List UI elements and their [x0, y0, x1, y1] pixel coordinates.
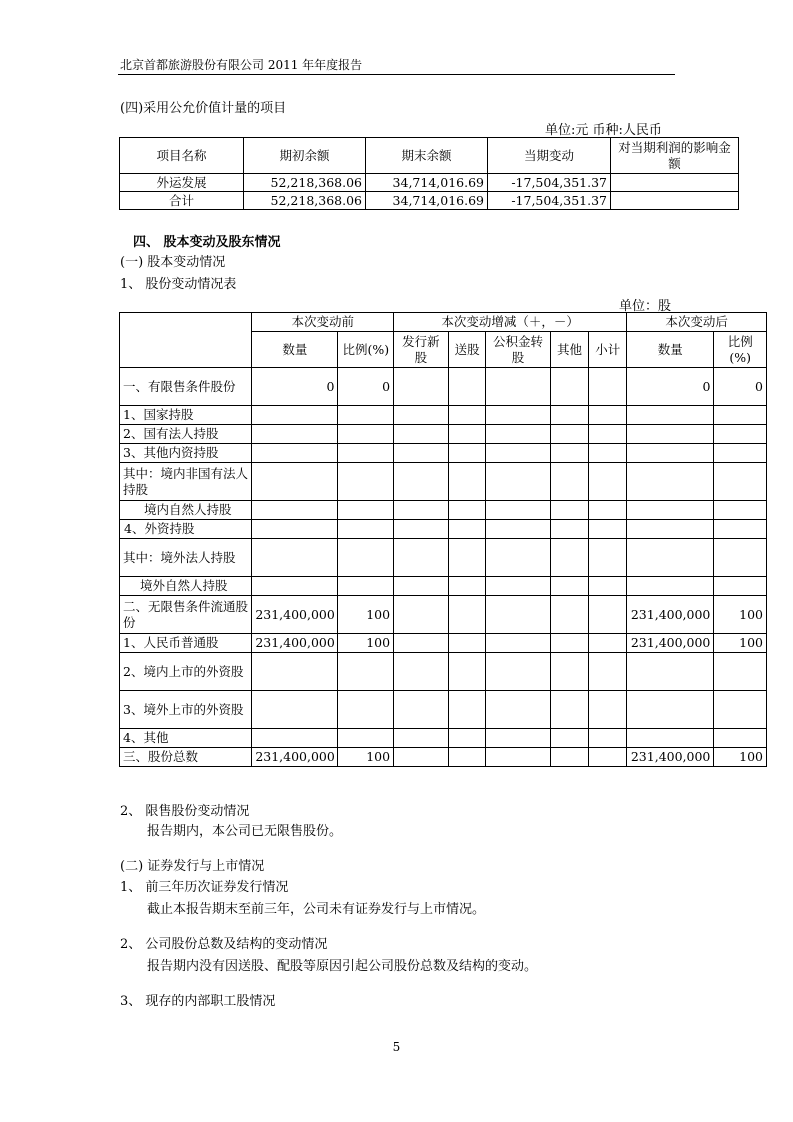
sub-header: 数量: [627, 332, 714, 368]
table-cell: [448, 463, 486, 501]
table-cell: [486, 406, 550, 425]
table-row: [120, 653, 767, 691]
table-cell: [338, 729, 394, 748]
table-cell: [252, 653, 338, 691]
table-cell: 231,400,000: [252, 748, 338, 767]
paragraph: 报告期内，本公司已无限售股份。: [147, 824, 343, 839]
table-cell: -17,504,351.37: [488, 192, 611, 210]
table-cell: 34,714,016.69: [366, 192, 488, 210]
table-cell: [394, 729, 449, 748]
table-cell: [627, 406, 714, 425]
table-cell: 0: [714, 368, 767, 406]
row-label: 1、人民币普通股: [120, 634, 252, 653]
table-cell: 外运发展: [120, 174, 244, 192]
page-header-title: 北京首都旅游股份有限公司 2011 年年度报告: [120, 58, 363, 72]
row-label: 其中：境内非国有法人持股: [120, 463, 252, 501]
table-row: [120, 174, 739, 192]
header-rule: [118, 74, 675, 75]
row-label: 境内自然人持股: [120, 501, 252, 520]
subsection-heading: (二) 证券发行与上市情况: [120, 859, 265, 874]
table-cell: [589, 368, 627, 406]
fair-value-unit: 单位:元 币种:人民币: [545, 123, 662, 138]
table-cell: [589, 729, 627, 748]
table-cell: [252, 463, 338, 501]
table-row: [120, 520, 767, 539]
table-cell: [338, 520, 394, 539]
table-cell: 231,400,000: [627, 748, 714, 767]
table-row: [120, 368, 767, 406]
paragraph: 报告期内没有因送股、配股等原因引起公司股份总数及结构的变动。: [147, 959, 538, 974]
table-cell: [448, 539, 486, 577]
table-cell: [486, 748, 550, 767]
table-cell: [550, 501, 589, 520]
table-row: [120, 634, 767, 653]
table-cell: [448, 748, 486, 767]
table-cell: [714, 520, 767, 539]
table-cell: [589, 634, 627, 653]
table-cell: [589, 501, 627, 520]
table-cell: 100: [714, 596, 767, 634]
table-cell: [550, 406, 589, 425]
table-cell: 合计: [120, 192, 244, 210]
item-heading: 3、 现存的内部职工股情况: [120, 994, 276, 1009]
table-cell: [714, 653, 767, 691]
table-cell: 52,218,368.06: [244, 174, 366, 192]
table-cell: [338, 539, 394, 577]
table-header-row: [120, 138, 739, 174]
table-row: [120, 729, 767, 748]
table-cell: [589, 653, 627, 691]
row-label: 2、境内上市的外资股: [120, 653, 252, 691]
table-cell: [486, 596, 550, 634]
table-cell: [611, 174, 739, 192]
table-cell: [627, 577, 714, 596]
sub-header: 比例(%): [714, 332, 767, 368]
table-cell: 100: [338, 748, 394, 767]
table-cell: [338, 463, 394, 501]
table-cell: [714, 463, 767, 501]
table-cell: [394, 691, 449, 729]
section-title: 四、 股本变动及股东情况: [133, 235, 281, 250]
fair-value-table: [119, 137, 739, 210]
table-cell: [589, 539, 627, 577]
subsection-heading: (一) 股本变动情况: [120, 255, 226, 270]
table-cell: [627, 520, 714, 539]
group-header-change: 本次变动增减（＋，－）: [394, 313, 627, 332]
table-cell: [252, 691, 338, 729]
table-cell: 231,400,000: [252, 596, 338, 634]
table-cell: [394, 406, 449, 425]
table-cell: [550, 729, 589, 748]
table-row: [120, 748, 767, 767]
sub-header: 比例(%): [338, 332, 394, 368]
table-cell: 0: [627, 368, 714, 406]
table-cell: [589, 406, 627, 425]
table-cell: [448, 596, 486, 634]
row-label: 4、其他: [120, 729, 252, 748]
table-cell: [589, 520, 627, 539]
table-cell: [550, 539, 589, 577]
table-cell: [550, 748, 589, 767]
table-cell: [448, 368, 486, 406]
table-cell: [448, 577, 486, 596]
table-cell: -17,504,351.37: [488, 174, 611, 192]
table-cell: [627, 653, 714, 691]
table-cell: [589, 691, 627, 729]
table-cell: [714, 729, 767, 748]
table-cell: [394, 444, 449, 463]
table-cell: [252, 729, 338, 748]
fair-value-heading: (四)采用公允价值计量的项目: [120, 101, 287, 116]
table-cell: [252, 425, 338, 444]
table-cell: [338, 425, 394, 444]
table-cell: [550, 444, 589, 463]
table-cell: [448, 444, 486, 463]
col-header: 期初余额: [244, 138, 366, 174]
table-cell: [611, 192, 739, 210]
table-cell: [252, 406, 338, 425]
sub-header: 小计: [589, 332, 627, 368]
corner-cell: [120, 313, 252, 368]
table-cell: 231,400,000: [252, 634, 338, 653]
table-cell: 0: [338, 368, 394, 406]
table-cell: [252, 577, 338, 596]
table-cell: [448, 729, 486, 748]
table-cell: [714, 425, 767, 444]
table-cell: [486, 729, 550, 748]
sub-header: 发行新股: [394, 332, 449, 368]
item-heading: 2、 限售股份变动情况: [120, 804, 250, 819]
table-cell: [394, 463, 449, 501]
table-cell: [394, 577, 449, 596]
table-cell: [338, 501, 394, 520]
table-cell: [589, 463, 627, 501]
table-cell: [550, 653, 589, 691]
item-heading: 2、 公司股份总数及结构的变动情况: [120, 937, 328, 952]
row-label: 2、国有法人持股: [120, 425, 252, 444]
table-cell: [394, 368, 449, 406]
table-cell: [714, 691, 767, 729]
sub-header: 数量: [252, 332, 338, 368]
table-cell: [550, 577, 589, 596]
table-cell: [627, 444, 714, 463]
share-table-unit: 单位：股: [619, 299, 672, 314]
table-cell: [486, 539, 550, 577]
col-header: 当期变动: [488, 138, 611, 174]
row-label: 4、外资持股: [120, 520, 252, 539]
group-header-row: [120, 313, 767, 332]
table-cell: [486, 463, 550, 501]
table-cell: [486, 653, 550, 691]
table-cell: [550, 425, 589, 444]
table-cell: [486, 501, 550, 520]
row-label: 其中：境外法人持股: [120, 539, 252, 577]
table-cell: [550, 368, 589, 406]
table-cell: [448, 634, 486, 653]
table-cell: [338, 691, 394, 729]
table-cell: 34,714,016.69: [366, 174, 488, 192]
table-cell: [486, 444, 550, 463]
table-cell: [394, 539, 449, 577]
table-cell: [394, 425, 449, 444]
table-cell: 100: [338, 596, 394, 634]
table-cell: 0: [252, 368, 338, 406]
col-header: 项目名称: [120, 138, 244, 174]
table-cell: [627, 539, 714, 577]
table-cell: [338, 577, 394, 596]
table-cell: [550, 520, 589, 539]
table-cell: [550, 596, 589, 634]
table-row: [120, 444, 767, 463]
table-cell: [448, 425, 486, 444]
table-cell: [394, 520, 449, 539]
table-cell: [394, 501, 449, 520]
table-cell: [589, 444, 627, 463]
table-row: [120, 406, 767, 425]
row-label: 3、其他内资持股: [120, 444, 252, 463]
table-cell: [394, 653, 449, 691]
table-cell: 100: [714, 748, 767, 767]
col-header: 对当期利润的影响金额: [611, 138, 739, 174]
table-row: [120, 425, 767, 444]
table-cell: [627, 729, 714, 748]
group-header-before: 本次变动前: [252, 313, 394, 332]
page-number: 5: [392, 1040, 401, 1054]
table-row: [120, 691, 767, 729]
table-cell: [589, 596, 627, 634]
table-row: [120, 463, 767, 501]
table-cell: [394, 596, 449, 634]
table-cell: [448, 406, 486, 425]
table-cell: [394, 634, 449, 653]
row-label: 三、股份总数: [120, 748, 252, 767]
paragraph: 截止本报告期末至前三年，公司未有证券发行与上市情况。: [147, 902, 486, 917]
sub-header: 公积金转股: [486, 332, 550, 368]
table-cell: [338, 444, 394, 463]
item-heading: 1、 前三年历次证券发行情况: [120, 880, 289, 895]
table-cell: [486, 634, 550, 653]
table-cell: [714, 501, 767, 520]
table-cell: [338, 653, 394, 691]
table-cell: [252, 539, 338, 577]
table-cell: 100: [714, 634, 767, 653]
group-header-after: 本次变动后: [627, 313, 767, 332]
table-row: [120, 192, 739, 210]
table-cell: [252, 444, 338, 463]
row-label: 境外自然人持股: [120, 577, 252, 596]
table-row: [120, 501, 767, 520]
table-cell: [448, 691, 486, 729]
table-cell: [627, 463, 714, 501]
row-label: 一、有限售条件股份: [120, 368, 252, 406]
table-cell: [550, 634, 589, 653]
table-cell: [448, 520, 486, 539]
table-cell: [589, 748, 627, 767]
table-cell: [394, 748, 449, 767]
sub-header: 送股: [448, 332, 486, 368]
table-row: [120, 596, 767, 634]
table-cell: [627, 691, 714, 729]
table-cell: 52,218,368.06: [244, 192, 366, 210]
table-cell: [448, 501, 486, 520]
col-header: 期末余额: [366, 138, 488, 174]
table-cell: [589, 425, 627, 444]
table-cell: [252, 501, 338, 520]
table-cell: [486, 691, 550, 729]
row-label: 3、境外上市的外资股: [120, 691, 252, 729]
table-cell: [486, 520, 550, 539]
table-cell: [714, 577, 767, 596]
table-cell: 231,400,000: [627, 634, 714, 653]
row-label: 1、国家持股: [120, 406, 252, 425]
table-cell: [448, 653, 486, 691]
table-cell: [338, 406, 394, 425]
table-cell: [486, 368, 550, 406]
row-label: 二、无限售条件流通股份: [120, 596, 252, 634]
table-cell: 100: [338, 634, 394, 653]
table-cell: [714, 406, 767, 425]
table-cell: [589, 577, 627, 596]
table-cell: [714, 539, 767, 577]
table-row: [120, 577, 767, 596]
table-cell: [486, 425, 550, 444]
table-cell: [714, 444, 767, 463]
table-cell: [627, 501, 714, 520]
table-cell: [252, 520, 338, 539]
table-cell: [627, 425, 714, 444]
table-cell: [550, 691, 589, 729]
sub-header: 其他: [550, 332, 589, 368]
table-cell: [550, 463, 589, 501]
table-cell: 231,400,000: [627, 596, 714, 634]
table-row: [120, 539, 767, 577]
item-heading: 1、 股份变动情况表: [120, 277, 237, 292]
table-cell: [486, 577, 550, 596]
share-change-table: [119, 312, 767, 767]
